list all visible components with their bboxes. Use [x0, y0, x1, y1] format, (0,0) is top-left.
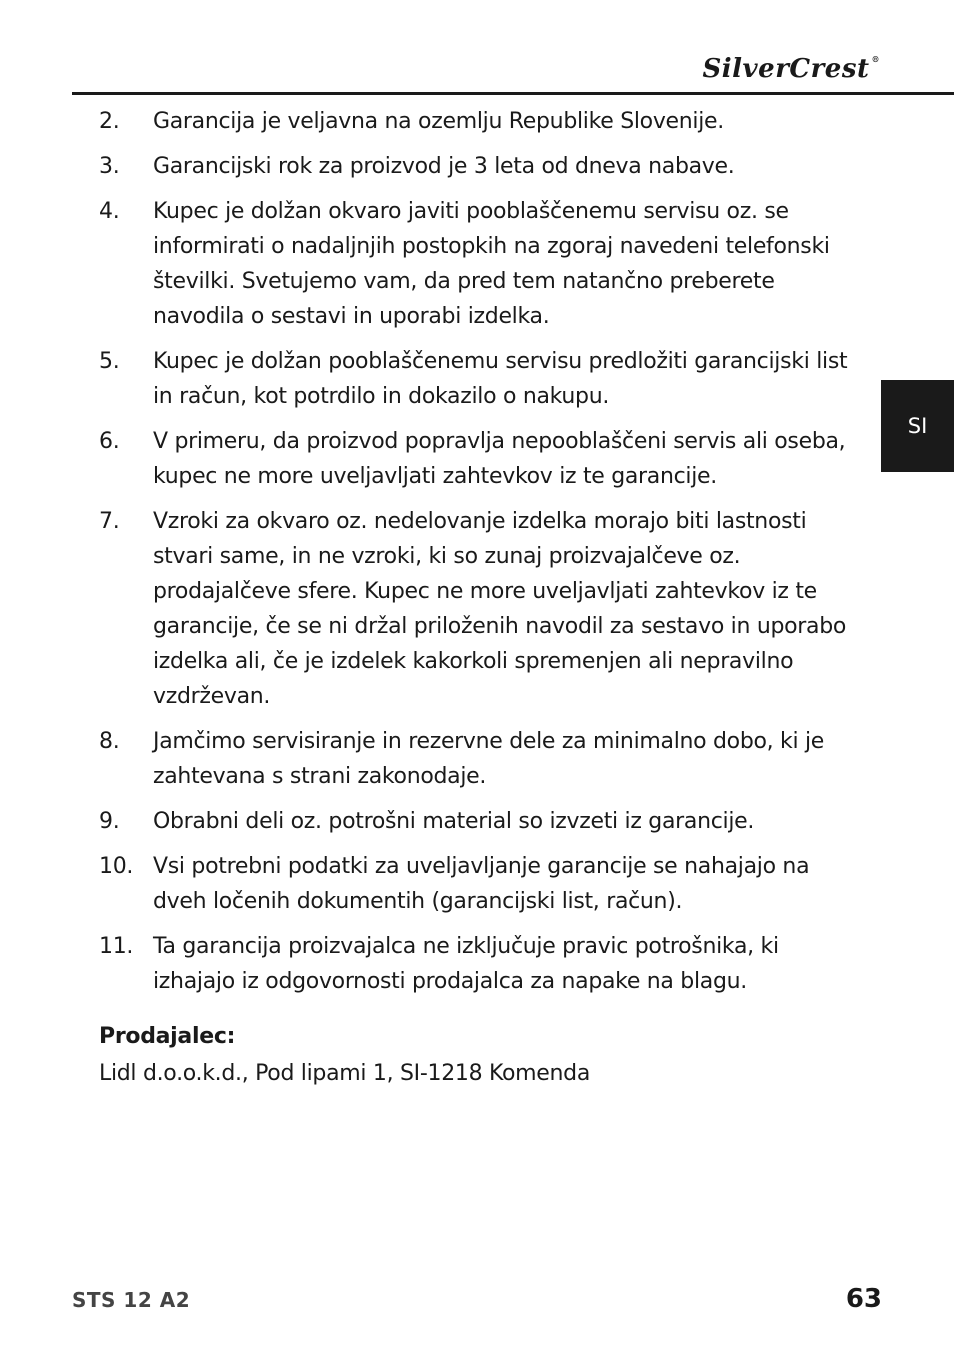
seller-heading: Prodajalec: — [99, 1024, 236, 1049]
item-number: 2. — [99, 109, 120, 134]
language-tab — [881, 380, 954, 472]
footer-model-number: STS 12 A2 — [72, 1288, 191, 1312]
brand-logo-text: SilverCrest — [702, 54, 870, 84]
item-number: 10. — [99, 854, 134, 879]
item-text: Jamčimo servisiranje in rezervne dele za minimalno dobo, ki je zahtevana s strani zakonodaje. — [153, 729, 825, 789]
page-content — [99, 104, 859, 1091]
item-text: Vsi potrebni podatki za uveljavljanje garancije se nahajajo na dveh ločenih dokumentih (garancijski list, račun). — [153, 854, 810, 914]
list-item — [99, 149, 859, 184]
item-number: 7. — [99, 509, 120, 534]
item-text: V primeru, da proizvod popravlja nepooblaščeni servis ali oseba, kupec ne more uveljavljati zahtevkov iz te garancije. — [153, 429, 846, 489]
item-number: 4. — [99, 199, 120, 224]
item-text: Garancija je veljavna na ozemlju Republike Slovenije. — [153, 109, 724, 134]
seller-address: Lidl d.o.o.k.d., Pod lipami 1, SI-1218 Komenda — [99, 1061, 591, 1086]
language-tab-label: SI — [907, 414, 928, 438]
item-number: 5. — [99, 349, 120, 374]
list-item — [99, 194, 859, 334]
list-item — [99, 804, 859, 839]
guarantee-terms-list — [99, 104, 859, 999]
item-text: Garancijski rok za proizvod je 3 leta od dneva nabave. — [153, 154, 735, 179]
list-item — [99, 849, 859, 919]
item-number: 11. — [99, 934, 134, 959]
item-number: 8. — [99, 729, 120, 754]
list-item — [99, 929, 859, 999]
list-item — [99, 424, 859, 494]
item-number: 3. — [99, 154, 120, 179]
item-text: Kupec je dolžan okvaro javiti pooblaščenemu servisu oz. se informirati o nadaljnjih postopkih na zgoraj navedeni telefonski številki. Svetujemo vam, da pred tem natančno preberete navodila o sestavi in uporabi izdelka. — [153, 199, 830, 329]
header-rule — [72, 92, 954, 95]
registered-mark: ® — [871, 54, 880, 64]
list-item — [99, 344, 859, 414]
item-number: 6. — [99, 429, 120, 454]
item-text: Obrabni deli oz. potrošni material so izvzeti iz garancije. — [153, 809, 755, 834]
item-text: Kupec je dolžan pooblaščenemu servisu predložiti garancijski list in račun, kot potrdilo in dokazilo o nakupu. — [153, 349, 848, 409]
item-text: Ta garancija proizvajalca ne izključuje pravic potrošnika, ki izhajajo iz odgovornosti prodajalca za napake na blagu. — [153, 934, 779, 994]
item-text: Vzroki za okvaro oz. nedelovanje izdelka morajo biti lastnosti stvari same, in ne vzroki, ki so zunaj proizvajalčeve oz. prodajalčeve sfere. Kupec ne more uveljavljati zahtevkov iz te garancije, če se ni držal priloženih navodil za sestavo in uporabo izdelka ali, če je izdelek kakorkoli spremenjen ali nepravilno vzdrževan. — [153, 509, 847, 709]
page-number: 63 — [845, 1284, 882, 1314]
list-item — [99, 104, 859, 139]
list-item — [99, 504, 859, 714]
list-item — [99, 724, 859, 794]
item-number: 9. — [99, 809, 120, 834]
brand-logo — [703, 54, 880, 84]
